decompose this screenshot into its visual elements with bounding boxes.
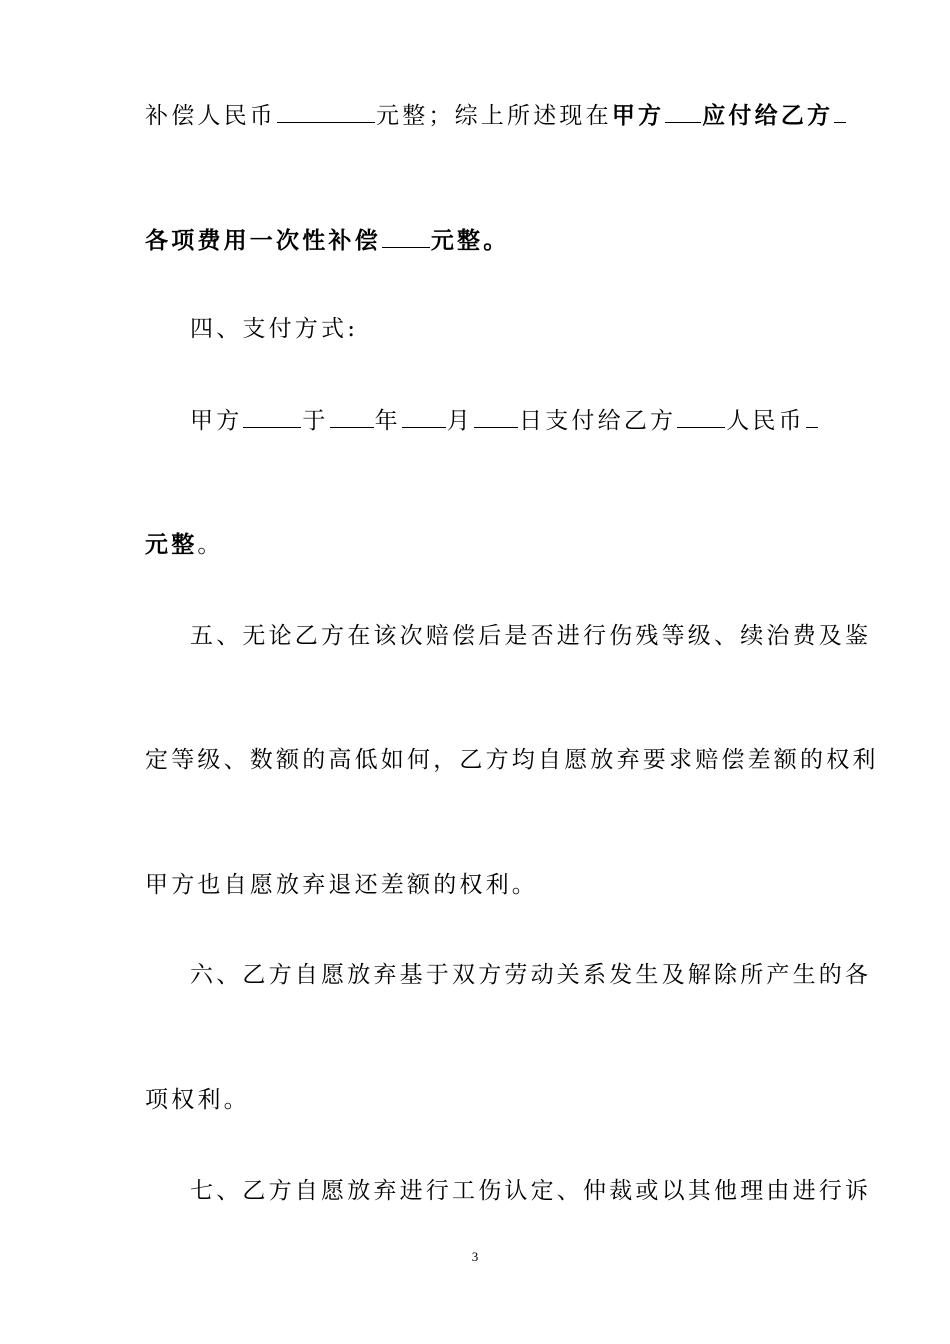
text-segment-bold: 各项费用一次性补偿 [145,227,381,254]
fill-blank [402,405,446,428]
fill-blank [243,405,301,428]
text-line-4 [190,405,805,435]
text-segment: 定等级、数额的高低如何，乙方均自愿放弃要求赔偿差额的权利 [145,747,879,773]
page-number: 3 [471,1249,479,1264]
text-segment-bold: 元整。 [430,227,510,254]
clause-five-line-3 [145,870,805,900]
text-line-2 [145,225,805,255]
text-segment: 甲方 [190,408,243,434]
fill-blank [382,225,430,248]
clause-six-line-1 [190,960,872,990]
text-segment: 项权利。 [145,1087,250,1113]
text-segment: 日支付给乙方 [519,408,677,434]
fill-blank [665,100,701,123]
clause-five-line-2 [145,745,879,775]
text-line-1 [145,100,834,130]
text-segment: 四、支付方式: [190,316,359,342]
fill-blank [834,100,846,123]
text-segment-bold: 甲方 [611,102,665,129]
clause-five-line-1 [190,621,872,651]
fill-blank [277,100,375,123]
clause-seven-line-1 [190,1176,872,1206]
text-segment: 。 [197,532,224,558]
text-segment-bold: 应付给乙方 [702,102,834,129]
text-line-5 [145,530,805,560]
fill-blank [806,405,818,428]
fill-blank [474,405,518,428]
text-segment: 甲方也自愿放弃退还差额的权利。 [145,872,538,898]
text-segment: 补偿人民币 [145,103,276,129]
clause-six-line-2 [145,1085,805,1115]
text-segment: 月 [446,408,474,434]
text-segment: 于 [302,408,329,434]
section-heading-payment [190,314,805,344]
text-segment: 五、无论乙方在该次赔偿后是否进行伤残等级、续治费及鉴 [190,623,872,649]
text-segment: 六、乙方自愿放弃基于双方劳动关系发生及解除所产生的各 [190,962,872,988]
text-segment: 人民币 [726,408,805,434]
text-segment: 年 [374,408,401,434]
fill-blank [330,405,374,428]
text-segment: 七、乙方自愿放弃进行工伤认定、仲裁或以其他理由进行诉 [190,1178,872,1204]
text-segment: 元整；综上所述现在 [376,103,612,129]
fill-blank [677,405,725,428]
text-segment-bold: 元整 [145,531,198,558]
